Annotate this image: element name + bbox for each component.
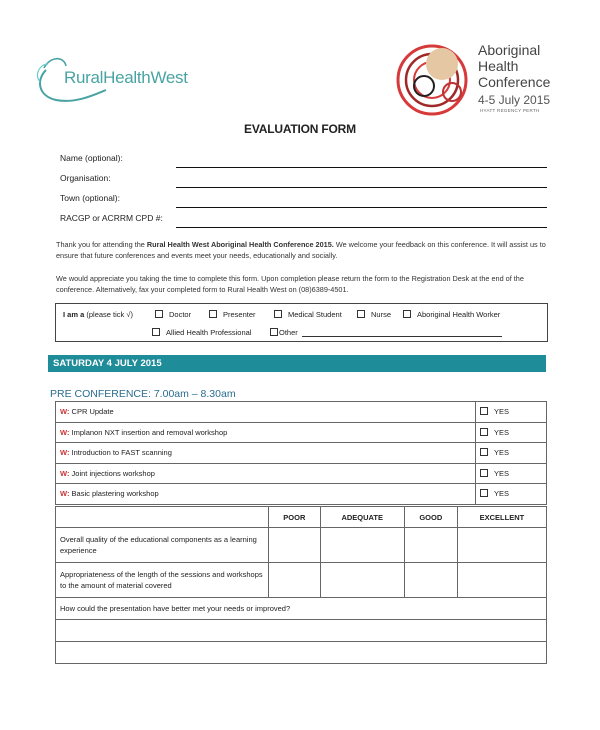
- rating-good-cell[interactable]: [404, 563, 457, 598]
- day-band: SATURDAY 4 JULY 2015: [48, 355, 546, 372]
- header-good: GOOD: [404, 507, 457, 528]
- cpd-field[interactable]: [176, 227, 547, 228]
- checkbox[interactable]: [403, 310, 411, 318]
- checkbox[interactable]: [480, 407, 488, 415]
- role-lead: [63, 310, 133, 319]
- conference-name: [478, 42, 550, 90]
- ratings-table: [55, 506, 547, 664]
- yes-option[interactable]: [476, 422, 547, 443]
- checkbox[interactable]: [480, 448, 488, 456]
- question-cell: Appropriateness of the length of the sessions and workshops to the amount of material covered: [56, 563, 269, 598]
- session-name: Joint injections workshop: [71, 468, 155, 478]
- table-row: [56, 422, 547, 443]
- table-row: [56, 528, 547, 563]
- table-row: [56, 598, 547, 620]
- yes-option[interactable]: [476, 443, 547, 464]
- session-name: Basic plastering workshop: [71, 489, 159, 499]
- role-option-label: Allied Health Professional: [166, 328, 252, 337]
- cpd-label: RACGP or ACRRM CPD #:: [60, 213, 163, 223]
- ratings-header-row: [56, 507, 547, 528]
- role-option-label: Aboriginal Health Worker: [417, 310, 501, 319]
- role-label: I am a: [63, 310, 85, 319]
- role-option-nurse[interactable]: [357, 310, 391, 319]
- role-option-label: Other: [279, 328, 298, 337]
- session-cell: [56, 402, 476, 423]
- organisation-field[interactable]: [176, 187, 547, 188]
- checkbox[interactable]: [152, 328, 160, 336]
- checkbox[interactable]: [274, 310, 282, 318]
- checkbox[interactable]: [270, 328, 278, 336]
- role-option-doctor[interactable]: [155, 310, 191, 319]
- session-name: Introduction to FAST scanning: [71, 448, 172, 458]
- yes-option[interactable]: [476, 463, 547, 484]
- checkbox[interactable]: [480, 469, 488, 477]
- answer-row: [56, 620, 547, 642]
- role-hint: (please tick √): [86, 310, 133, 319]
- conference-venue: HYATT REGENCY PERTH: [480, 108, 540, 113]
- sessions-table: [55, 401, 547, 505]
- role-option-other[interactable]: [270, 328, 298, 337]
- checkbox[interactable]: [209, 310, 217, 318]
- table-row: [56, 563, 547, 598]
- session-prefix: W:: [60, 489, 70, 499]
- answer-row: [56, 642, 547, 664]
- header-poor: POOR: [269, 507, 321, 528]
- rural-health-west-logo: [36, 52, 206, 108]
- conference-logo: [394, 38, 554, 118]
- role-option-label: Medical Student: [288, 310, 342, 319]
- name-label: Name (optional):: [60, 153, 123, 163]
- name-field[interactable]: [176, 167, 547, 168]
- conference-name-line2: Health: [478, 58, 519, 74]
- yes-label: YES: [494, 448, 510, 458]
- session-prefix: W:: [60, 427, 70, 437]
- role-option-presenter[interactable]: [209, 310, 256, 319]
- rating-excellent-cell[interactable]: [457, 563, 546, 598]
- table-row: [56, 463, 547, 484]
- yes-label: YES: [494, 489, 510, 499]
- role-option-aboriginal-health-worker[interactable]: [403, 310, 500, 319]
- rating-good-cell[interactable]: [404, 528, 457, 563]
- session-name: CPR Update: [71, 407, 114, 417]
- header-adequate: ADEQUATE: [320, 507, 404, 528]
- role-selection-box: [55, 303, 548, 342]
- checkbox[interactable]: [357, 310, 365, 318]
- question-cell: Overall quality of the educational components as a learning experience: [56, 528, 269, 563]
- rating-poor-cell[interactable]: [269, 528, 321, 563]
- session-cell: [56, 484, 476, 505]
- rating-excellent-cell[interactable]: [457, 528, 546, 563]
- role-option-label: Presenter: [223, 310, 256, 319]
- session-cell: [56, 422, 476, 443]
- yes-label: YES: [494, 427, 510, 437]
- intro-paragraph-1: [56, 239, 546, 261]
- rating-poor-cell[interactable]: [269, 563, 321, 598]
- header-blank: [56, 507, 269, 528]
- session-prefix: W:: [60, 448, 70, 458]
- intro-p1-bold: Rural Health West Aboriginal Health Conference 2015.: [146, 240, 334, 249]
- role-option-allied-health[interactable]: [152, 328, 251, 337]
- pre-conference-heading: PRE CONFERENCE: 7.00am – 8.30am: [50, 388, 236, 400]
- yes-label: YES: [494, 468, 510, 478]
- logo-brand-text: RuralHealthWest: [64, 68, 188, 87]
- answer-cell[interactable]: [56, 620, 547, 642]
- table-row: [56, 484, 547, 505]
- session-prefix: W:: [60, 407, 70, 417]
- session-cell: [56, 443, 476, 464]
- intro-p1-post: We welcome your feedback on this conference. It will assist us to ensure that future conferences and events meet your needs, educationally and socially.: [56, 240, 546, 260]
- conference-circles-icon: [394, 38, 478, 118]
- checkbox[interactable]: [480, 489, 488, 497]
- open-question-cell: How could the presentation have better met your needs or improved?: [56, 598, 547, 620]
- rating-adequate-cell[interactable]: [320, 528, 404, 563]
- conference-date: 4-5 July 2015: [478, 93, 551, 107]
- table-row: [56, 402, 547, 423]
- rating-adequate-cell[interactable]: [320, 563, 404, 598]
- checkbox[interactable]: [155, 310, 163, 318]
- intro-paragraph-2: We would appreciate you taking the time to complete this form. Upon completion please return the form to the Registration Desk at the end of the conference. Alternatively, fax your completed form to Rural Health West on (08)6389-4501.: [56, 274, 524, 294]
- role-option-label: Doctor: [169, 310, 192, 319]
- checkbox[interactable]: [480, 428, 488, 436]
- conference-name-line3: Conference: [478, 74, 551, 90]
- intro-p1-pre: Thank you for attending the: [56, 240, 147, 249]
- form-title: EVALUATION FORM: [244, 122, 356, 136]
- answer-cell[interactable]: [56, 642, 547, 664]
- header-excellent: EXCELLENT: [457, 507, 546, 528]
- role-option-label: Nurse: [371, 310, 392, 319]
- other-input-line[interactable]: [302, 336, 502, 337]
- yes-option[interactable]: [476, 484, 547, 505]
- town-field[interactable]: [176, 207, 547, 208]
- role-option-medical-student[interactable]: [274, 310, 342, 319]
- table-row: [56, 443, 547, 464]
- session-name: Implanon NXT insertion and removal workshop: [71, 427, 228, 437]
- conference-name-line1: Aboriginal: [478, 42, 541, 58]
- yes-option[interactable]: [476, 402, 547, 423]
- town-label: Town (optional):: [60, 193, 121, 203]
- session-cell: [56, 463, 476, 484]
- session-prefix: W:: [60, 468, 70, 478]
- organisation-label: Organisation:: [60, 173, 111, 183]
- yes-label: YES: [494, 407, 510, 417]
